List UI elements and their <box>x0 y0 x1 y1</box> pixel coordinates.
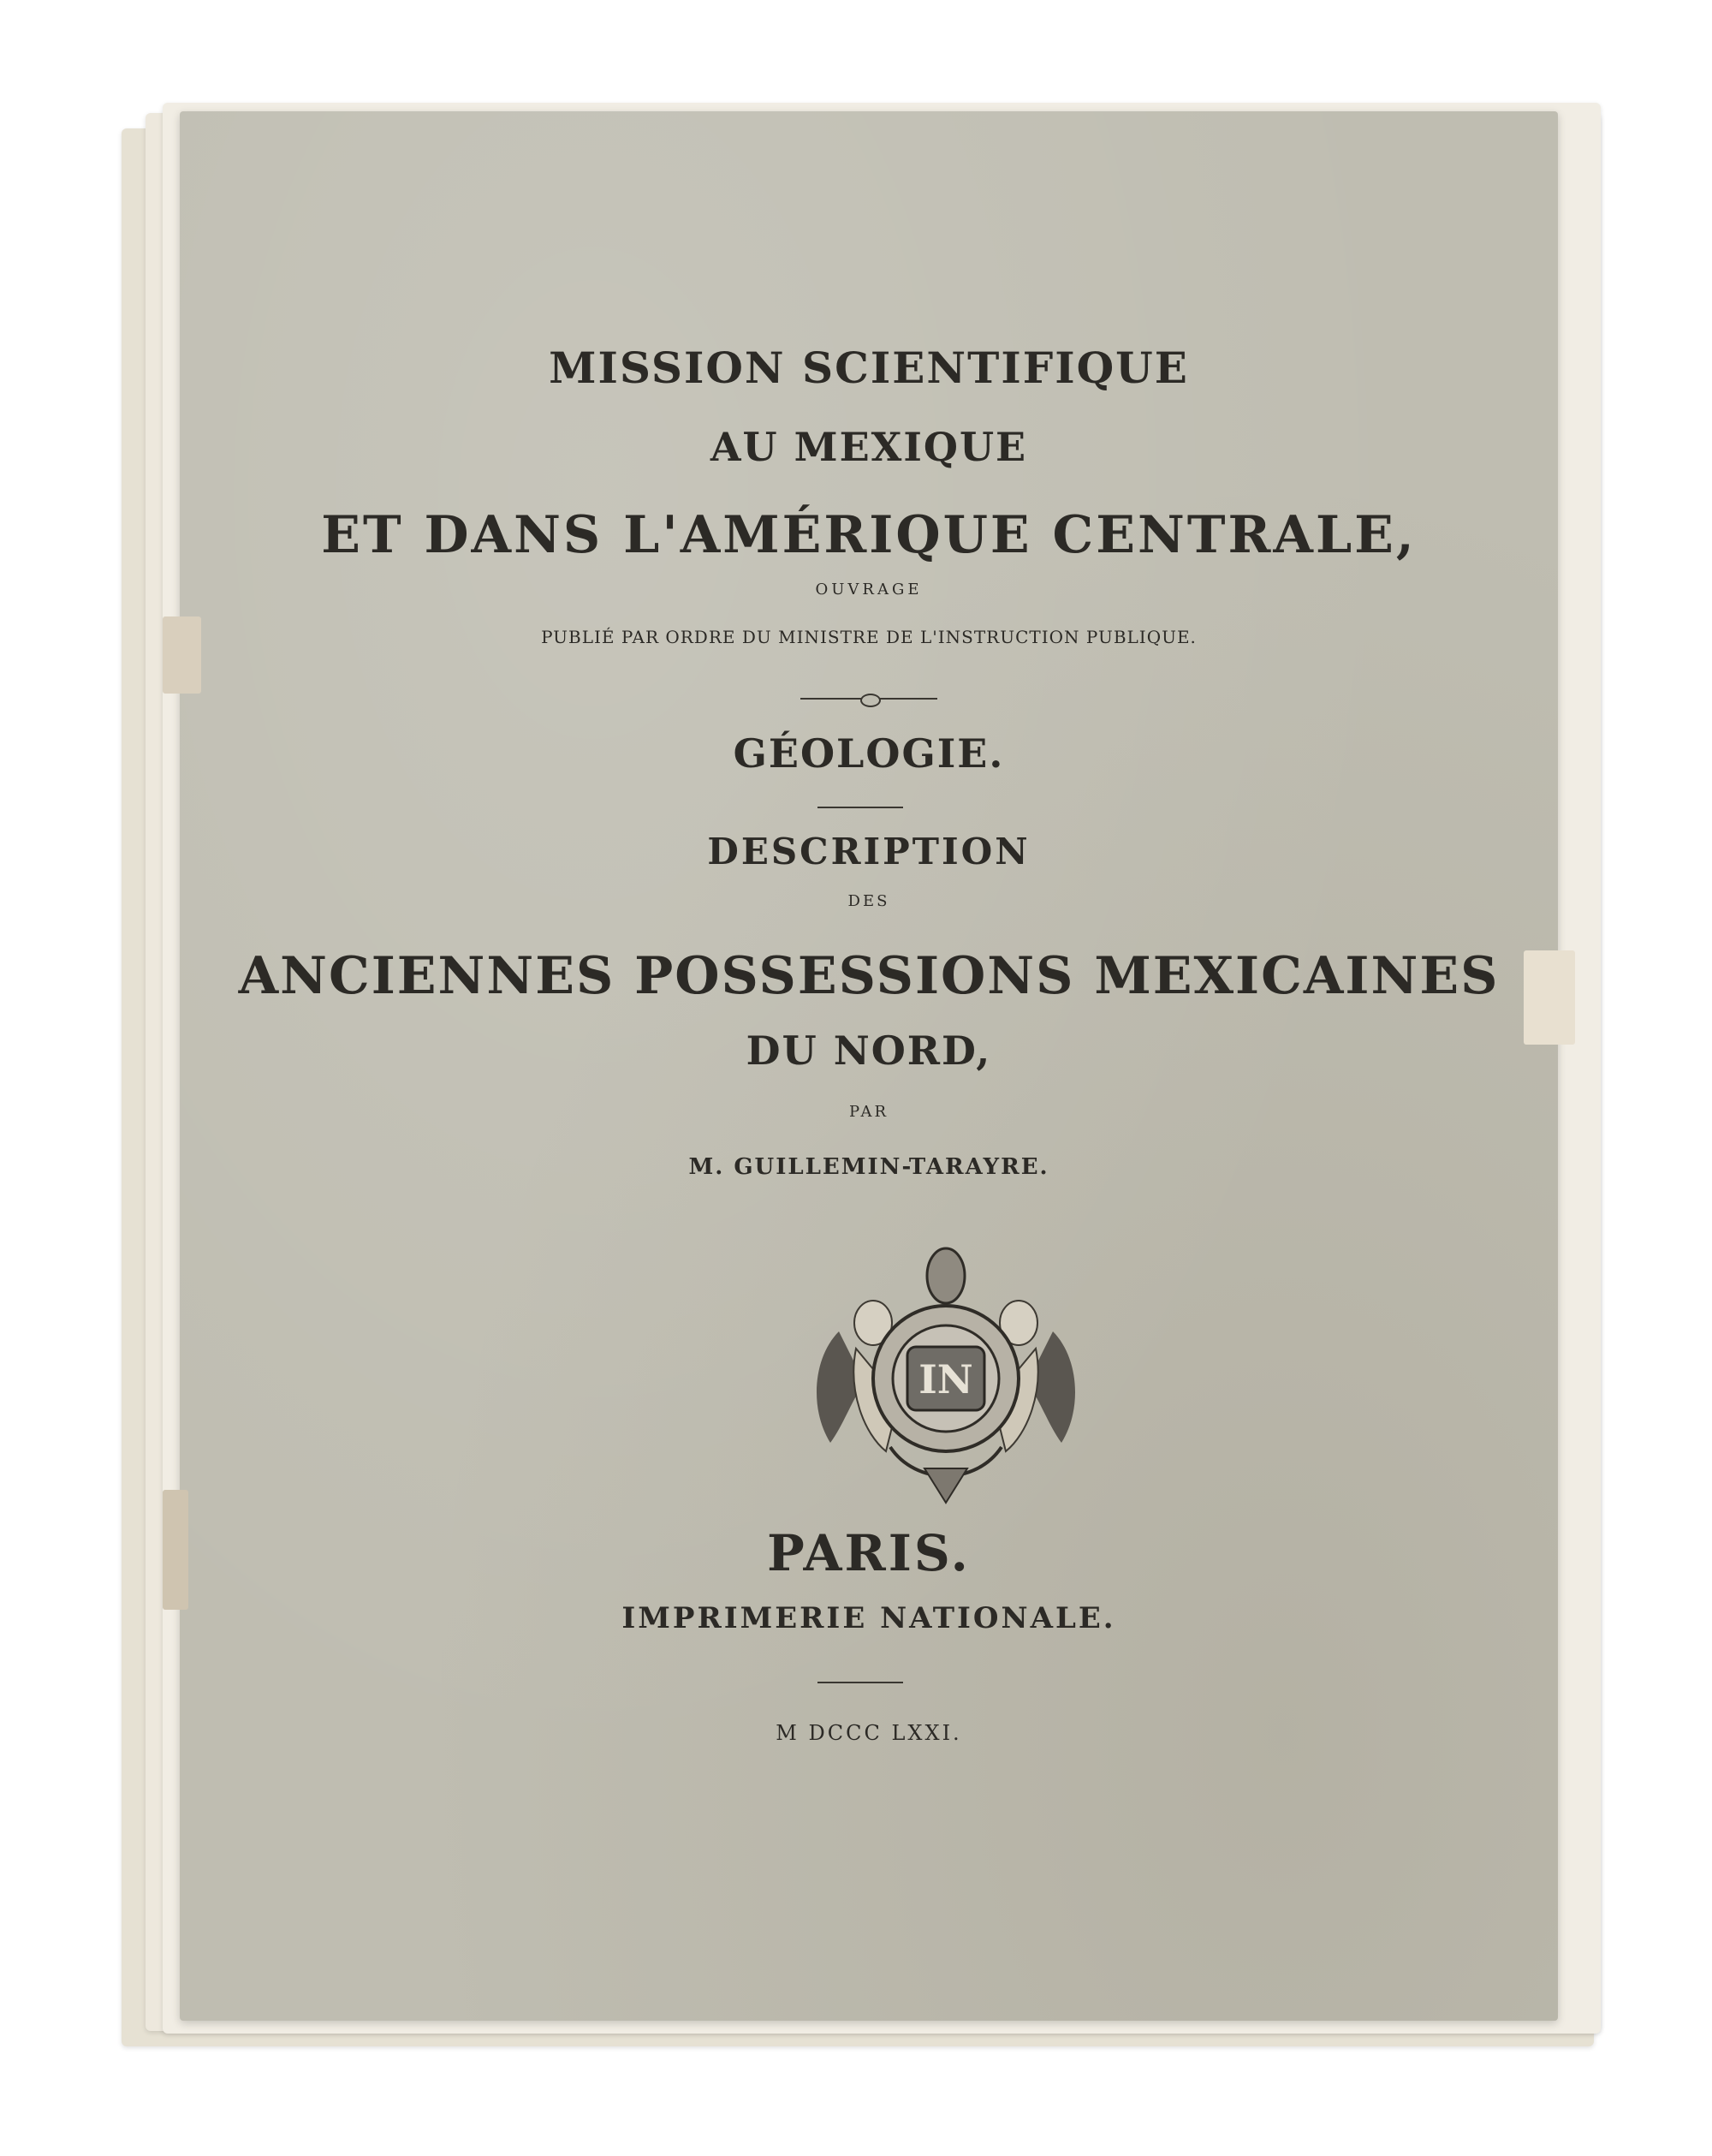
title-line-2: AU MEXIQUE <box>710 424 1028 470</box>
city: PARIS. <box>767 1524 971 1582</box>
crest-icon <box>927 1248 965 1303</box>
subject-line-1: ANCIENNES POSSESSIONS MEXICAINES <box>238 946 1500 1006</box>
pendant-icon <box>924 1468 967 1503</box>
description-heading: DESCRIPTION <box>707 831 1031 873</box>
work-label: OUVRAGE <box>815 581 923 599</box>
year: M DCCC LXXI. <box>776 1721 962 1745</box>
des-label: DES <box>847 892 890 910</box>
monogram: IN <box>918 1356 973 1403</box>
title-line-3: ET DANS L'AMÉRIQUE CENTRALE, <box>321 505 1417 565</box>
section-title: GÉOLOGIE. <box>733 730 1005 777</box>
divider-rule <box>817 807 903 808</box>
par-label: PAR <box>848 1103 889 1121</box>
publisher: IMPRIMERIE NATIONALE. <box>621 1601 1116 1635</box>
author-name: M. GUILLEMIN-TARAYRE. <box>688 1154 1049 1180</box>
published-by: PUBLIÉ PAR ORDRE DU MINISTRE DE L'INSTRUCTION PUBLIQUE. <box>541 627 1197 647</box>
title-line-1: MISSION SCIENTIFIQUE <box>549 342 1189 393</box>
ornament-icon <box>860 694 881 707</box>
divider-rule-bottom <box>817 1682 903 1683</box>
subject-line-2: DU NORD, <box>746 1027 992 1074</box>
imperial-emblem-icon <box>805 1229 1087 1511</box>
book-stack <box>128 103 1601 2055</box>
